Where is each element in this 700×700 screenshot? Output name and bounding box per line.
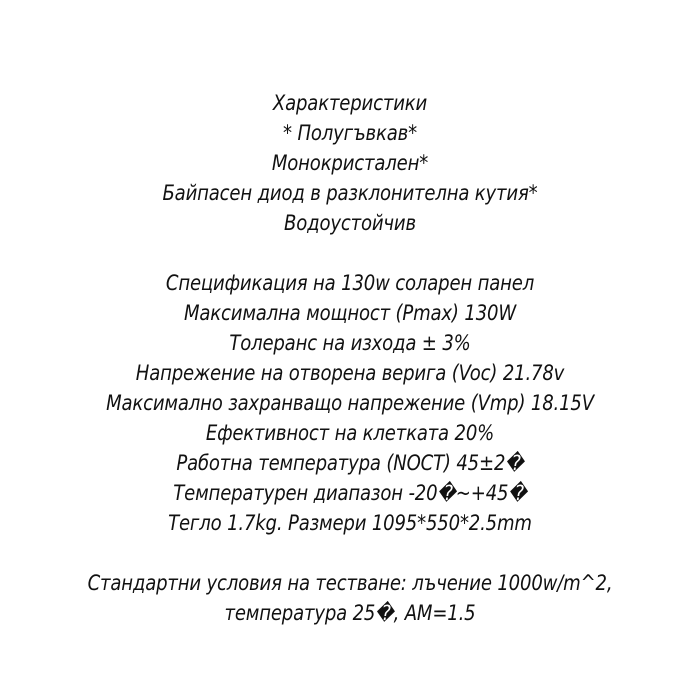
test-conditions-line-2: температура 25�, AM=1.5 xyxy=(224,601,476,625)
feature-monocrystalline: Монокристален* xyxy=(271,151,429,175)
test-conditions-line-1: Стандартни условия на тестване: лъчение 1000w/m^2, xyxy=(87,571,613,595)
spec-max-power-voltage: Максимално захранващо напрежение (Vmp) 18.15V xyxy=(106,391,594,415)
section-spacer xyxy=(0,238,700,268)
specs-title: Спецификация на 130w соларен панел xyxy=(165,271,535,295)
spec-temperature-range: Температурен диапазон -20�~+45� xyxy=(173,481,527,505)
spec-open-circuit-voltage: Напрежение на отворена верига (Voc) 21.78v xyxy=(135,361,565,385)
feature-bypass-diode: Байпасен диод в разклонителна кутия* xyxy=(162,181,538,205)
section-spacer xyxy=(0,538,700,568)
features-title: Характеристики xyxy=(272,91,428,115)
feature-waterproof: Водоустойчив xyxy=(284,211,416,235)
spec-output-tolerance: Толеранс на изхода ± 3% xyxy=(229,331,471,355)
spec-cell-efficiency: Ефективност на клетката 20% xyxy=(205,421,495,445)
feature-semi-flexible: * Полугъвкав* xyxy=(283,121,417,145)
spec-weight-dimensions: Тегло 1.7kg. Размери 1095*550*2.5mm xyxy=(168,511,532,535)
spec-max-power: Максимална мощност (Pmax) 130W xyxy=(183,301,517,325)
spec-operating-temperature: Работна температура (NOCT) 45±2� xyxy=(176,451,524,475)
